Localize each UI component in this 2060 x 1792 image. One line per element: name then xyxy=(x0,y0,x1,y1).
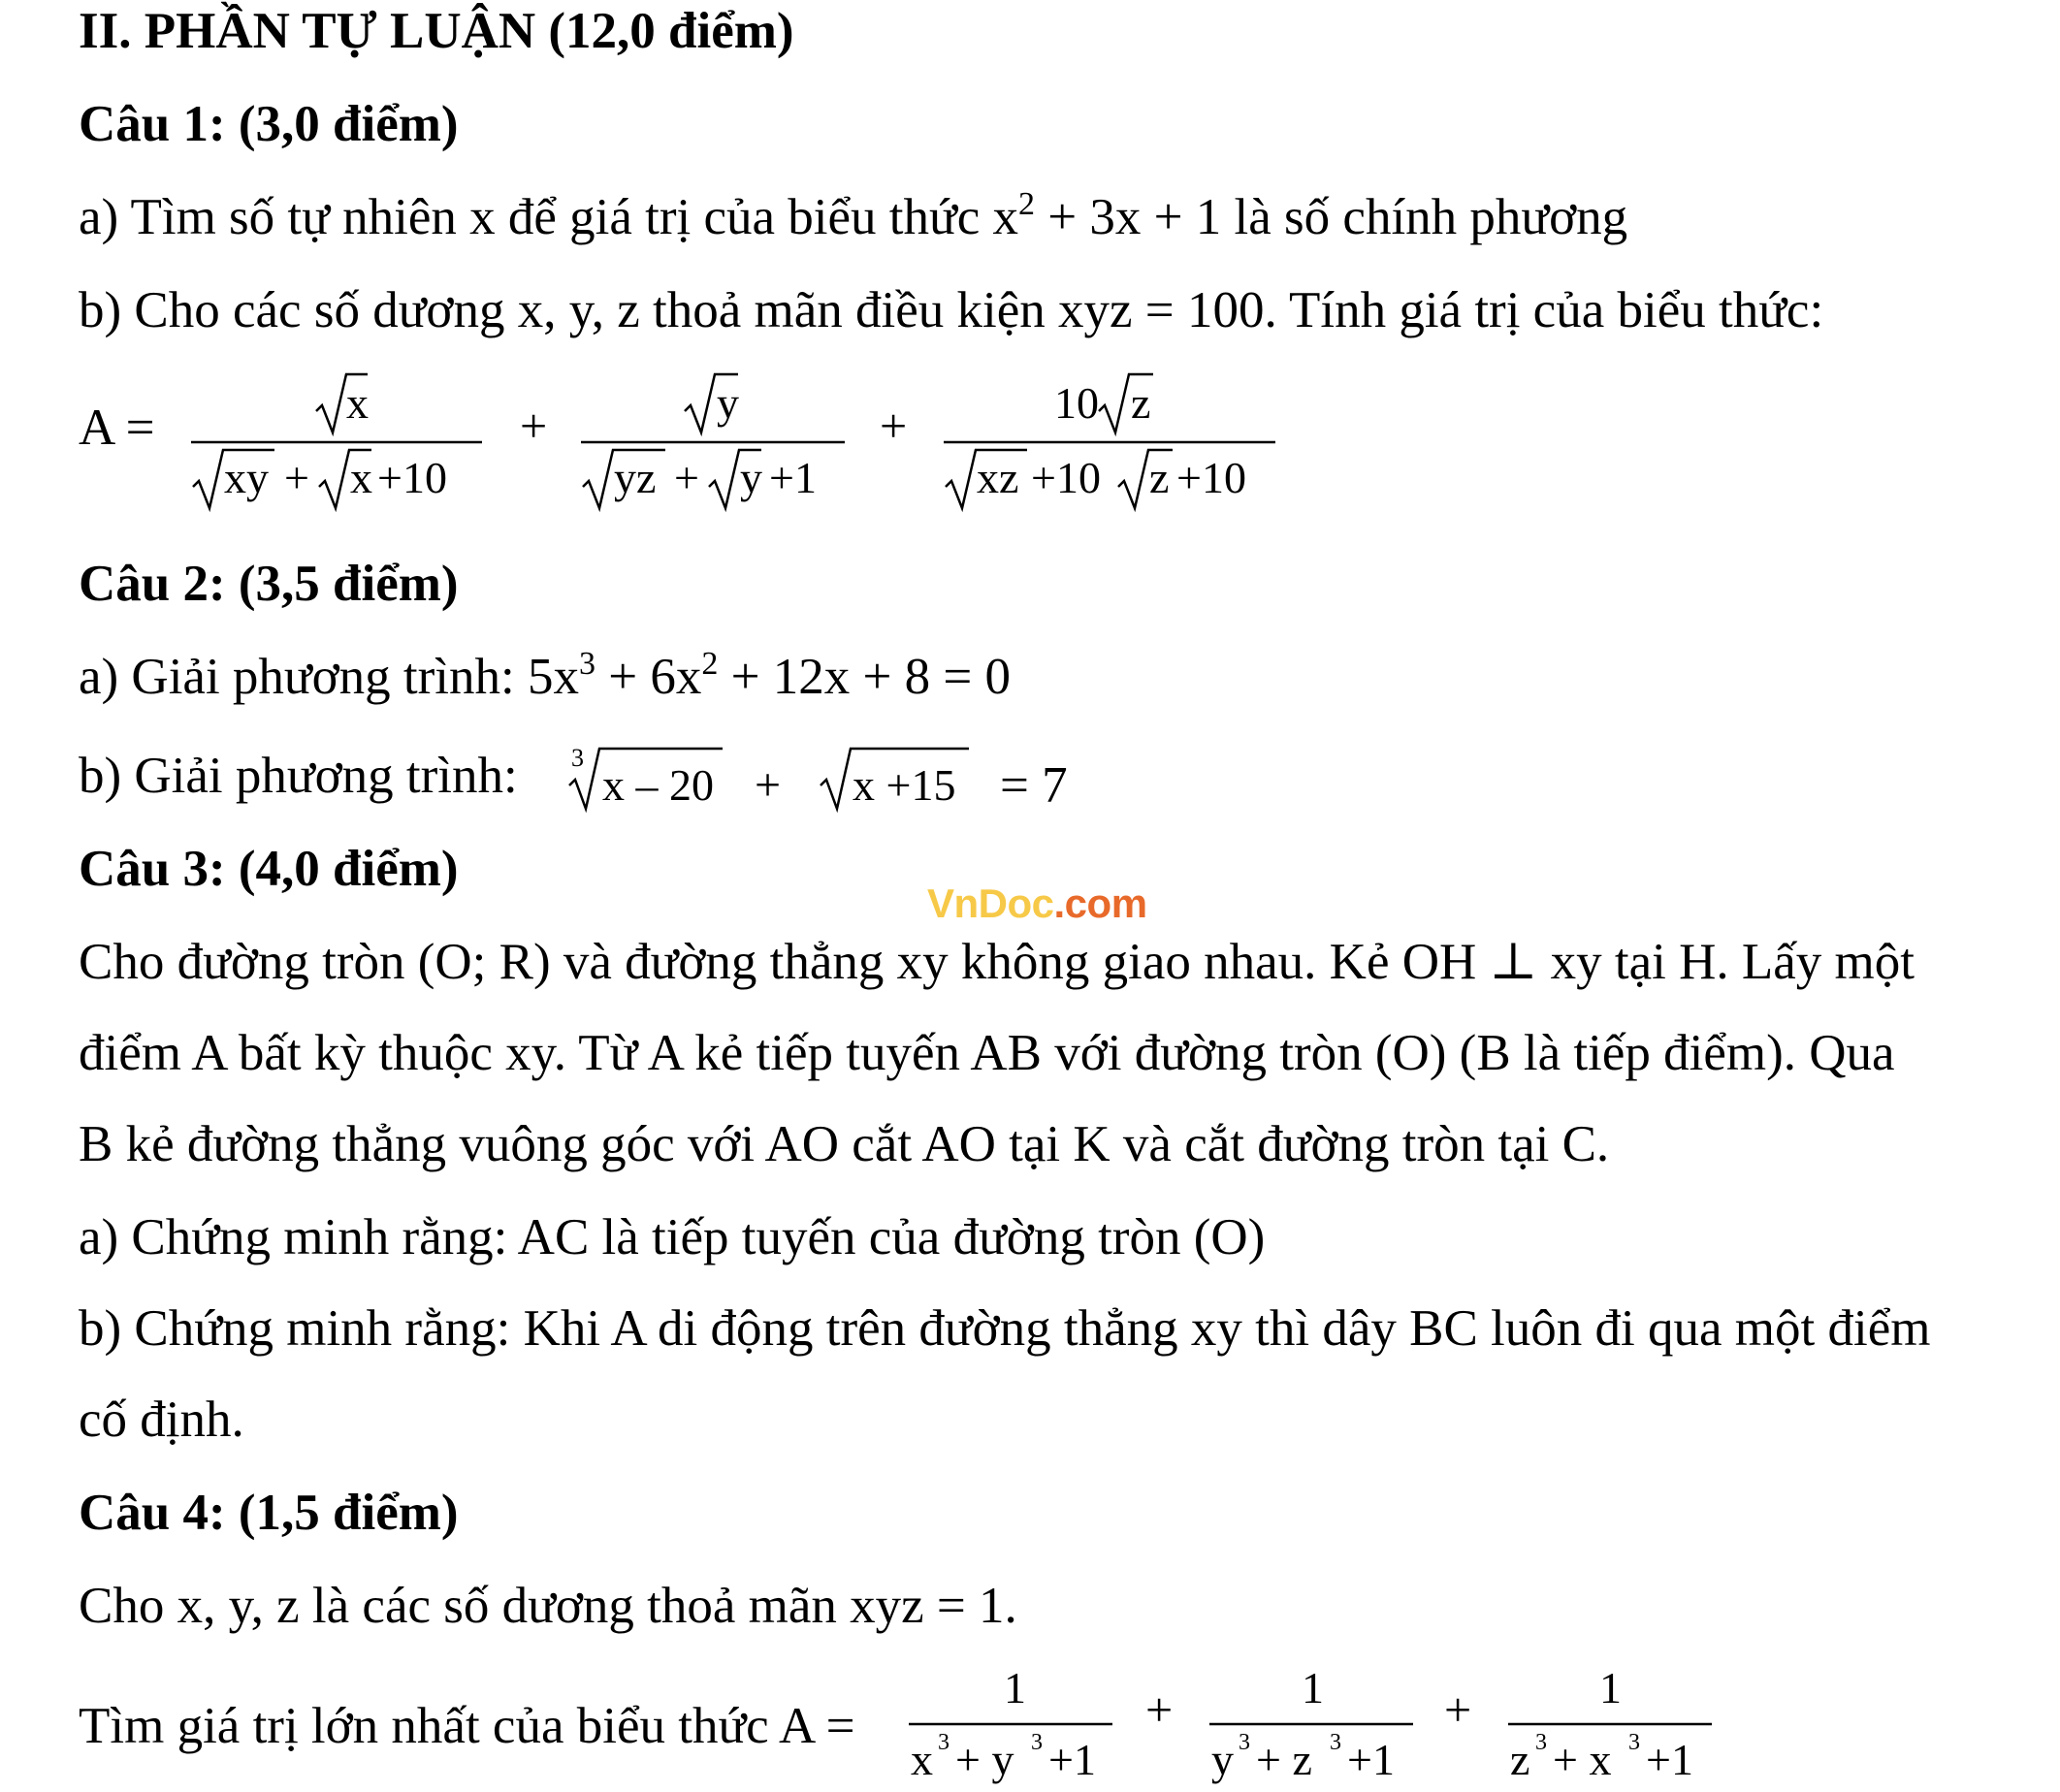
plus-sign: + xyxy=(1444,1682,1472,1737)
question-4-formula xyxy=(909,1660,1820,1792)
question-2a xyxy=(79,648,1011,713)
term2-numerator: y xyxy=(717,378,739,428)
question-3a: a) Chứng minh rằng: AC là tiếp tuyến của đường tròn (O) xyxy=(79,1209,1266,1265)
question-2a-mid: + 6x xyxy=(595,649,702,705)
numerator: 1 xyxy=(1004,1663,1026,1712)
exponent: 3 xyxy=(938,1730,950,1755)
formula-lhs: A = xyxy=(79,400,155,456)
question-3-paragraph-line-3: B kẻ đường thẳng vuông góc với AO cắt AO tại K và cắt đường tròn tại C. xyxy=(79,1116,1610,1172)
cube-root-index: 3 xyxy=(571,744,584,772)
question-4-title: Câu 4: (1,5 điểm) xyxy=(79,1485,459,1541)
term2-denominator-d: +1 xyxy=(769,453,817,502)
section-title: II. PHẦN TỰ LUẬN (12,0 điểm) xyxy=(79,3,794,59)
term3-denominator-c: z xyxy=(1149,453,1170,502)
question-4-condition: Cho x, y, z là các số dương thoả mãn xyz = 1. xyxy=(79,1578,1017,1634)
radicand-2: x +15 xyxy=(853,760,956,810)
question-1a-rest: + 3x + 1 là số chính phương xyxy=(1035,189,1628,245)
denominator-2-a: y xyxy=(1211,1735,1234,1784)
term1-denominator-b: + xyxy=(284,453,309,502)
question-4-prompt: Tìm giá trị lớn nhất của biểu thức A = xyxy=(79,1698,855,1754)
question-2a-post: + 12x + 8 = 0 xyxy=(718,649,1012,705)
exponent: 3 xyxy=(1239,1730,1250,1755)
superscript: 2 xyxy=(701,646,719,682)
term3-numerator: z xyxy=(1131,378,1151,428)
superscript: 3 xyxy=(579,646,595,682)
question-2b-label: b) Giải phương trình: xyxy=(79,748,518,804)
denominator-1-c: +1 xyxy=(1048,1735,1096,1784)
equals-seven: = 7 xyxy=(1000,757,1068,814)
question-1-formula xyxy=(79,368,1339,524)
superscript: 2 xyxy=(1018,186,1036,222)
numerator: 1 xyxy=(1599,1663,1622,1712)
term3-denominator-d: +10 xyxy=(1176,453,1246,502)
denominator-1-b: + y xyxy=(955,1735,1014,1784)
question-3-paragraph-line-2: điểm A bất kỳ thuộc xy. Từ A kẻ tiếp tuyến AB với đường tròn (O) (B là tiếp điểm). Qua xyxy=(79,1025,1895,1081)
denominator-2-b: + z xyxy=(1256,1735,1312,1784)
question-1a-text: a) Tìm số tự nhiên x để giá trị của biểu thức x xyxy=(79,189,1019,245)
plus-sign: + xyxy=(1145,1682,1174,1737)
plus-sign: + xyxy=(520,399,548,453)
exponent: 3 xyxy=(1031,1730,1043,1755)
plus-sign: + xyxy=(880,399,908,453)
question-2-title: Câu 2: (3,5 điểm) xyxy=(79,556,459,612)
numerator: 1 xyxy=(1302,1663,1324,1712)
term2-denominator-b: + xyxy=(674,453,699,502)
vndoc-watermark xyxy=(927,880,1147,927)
watermark-part-1: VnDoc xyxy=(927,880,1054,926)
term3-denominator-b: +10 xyxy=(1031,453,1101,502)
exponent: 3 xyxy=(1330,1730,1341,1755)
watermark-part-2: .com xyxy=(1053,880,1147,926)
question-3b-line-1: b) Chứng minh rằng: Khi A di động trên đường thẳng xy thì dây BC luôn đi qua một điểm xyxy=(79,1300,1931,1357)
exponent: 3 xyxy=(1535,1730,1547,1755)
term1-denominator-d: +10 xyxy=(377,453,447,502)
term2-denominator-a: yz xyxy=(614,453,657,502)
question-1-title: Câu 1: (3,0 điểm) xyxy=(79,96,459,152)
radicand-1: x – 20 xyxy=(602,760,714,810)
exponent: 3 xyxy=(1628,1730,1640,1755)
denominator-3-c: +1 xyxy=(1646,1735,1693,1784)
question-2a-text: a) Giải phương trình: 5x xyxy=(79,649,579,705)
term3-numerator-coef: 10 xyxy=(1054,378,1099,428)
plus-sign: + xyxy=(755,759,782,811)
denominator-3-a: z xyxy=(1510,1735,1530,1784)
denominator-3-b: + x xyxy=(1553,1735,1612,1784)
term2-denominator-c: y xyxy=(740,453,762,502)
term1-denominator-c: x xyxy=(350,453,372,502)
denominator-2-c: +1 xyxy=(1347,1735,1395,1784)
question-1a xyxy=(79,188,1627,253)
term1-denominator-a: xy xyxy=(224,453,269,502)
question-1b: b) Cho các số dương x, y, z thoả mãn điều kiện xyz = 100. Tính giá trị của biểu thức: xyxy=(79,282,1824,338)
question-3-title: Câu 3: (4,0 điểm) xyxy=(79,841,459,897)
denominator-1-a: x xyxy=(911,1735,933,1784)
term1-numerator: x xyxy=(346,378,369,428)
question-2b-equation xyxy=(563,729,1184,826)
question-3b-line-2: cố định. xyxy=(79,1392,244,1448)
question-3-paragraph-line-1: Cho đường tròn (O; R) và đường thẳng xy không giao nhau. Kẻ OH ⊥ xy tại H. Lấy một xyxy=(79,934,1915,990)
term3-denominator-a: xz xyxy=(977,453,1019,502)
